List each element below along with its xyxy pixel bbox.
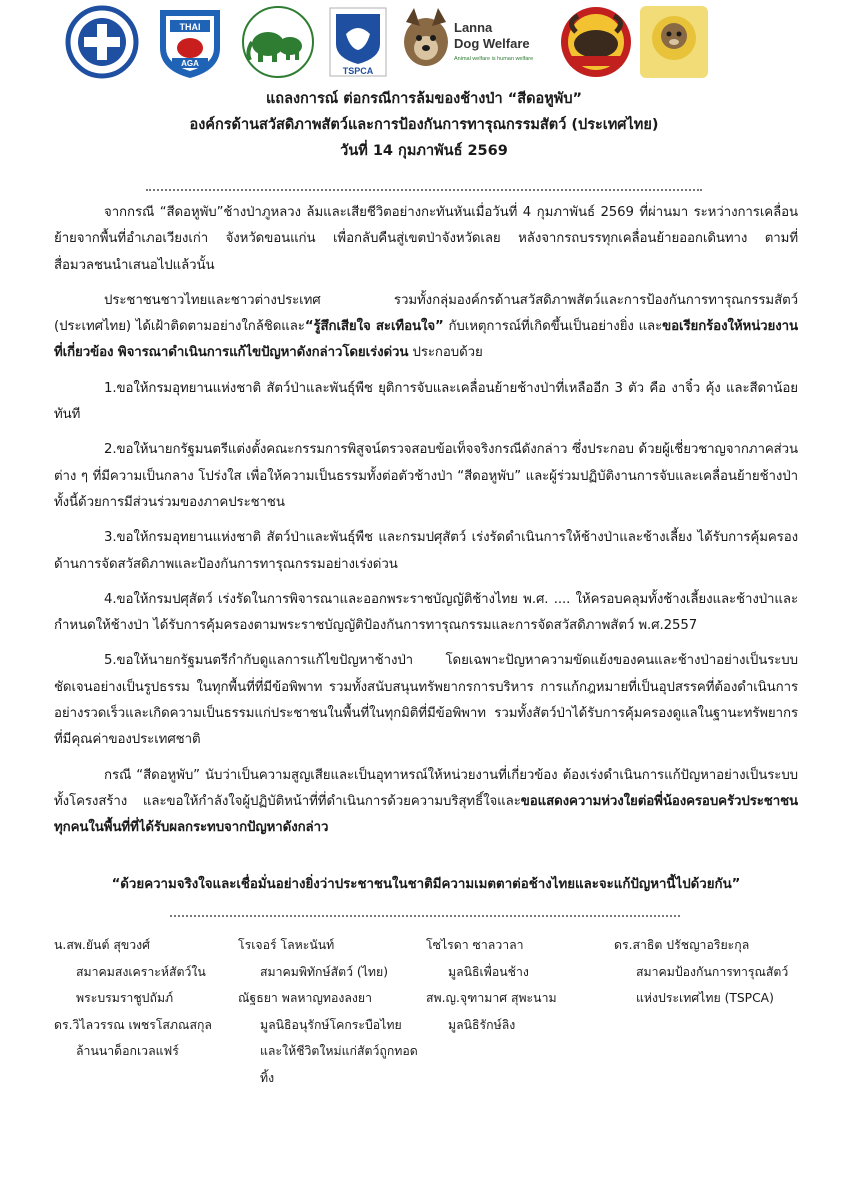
emphasis-demand: ขอเรียกร้องให้หน่วยงานที่เกี่ยวข้อง พิจารณาดำเนินการแก้ไขปัญหาดังกล่าวโดยเร่งด่วน <box>54 319 798 361</box>
dotted-divider-top <box>146 189 702 191</box>
lanna-dog-welfare-logo <box>398 4 548 80</box>
demand-item-5: 5.ขอให้นายกรัฐมนตรีกำกับดูแลการแก้ไขปัญหาช้างป่า โดยเฉพาะปัญหาความขัดแย้งของคนและช้างป่าอย่างเป็นระบบ ชัดเจนอย่างเป็นรูปธรรม ในทุกพื้นที่ที่มีข้อพิพาท รวมทั้งสนับสนุนทรัพยากรการบริหาร การแก้กฎหมายที่เป็นอุปสรรคที่ต้องดำเนินการอย่างรวดเร็วและเกิดความเป็นธรรมแก่ประชาชนในพื้นที่ในทุกมิติที่มีข้อพิพาท รวมทั้งสัตว์ป่าได้รับการคุ้มครองดูแลในฐานะทรัพยากรที่มีคุณค่าของประเทศชาติ <box>54 653 798 748</box>
signatory-org: มูลนิธิเพื่อนช้าง <box>448 964 529 979</box>
signatory-column-3 <box>426 932 606 1038</box>
paragraph-intro: จากกรณี “สีดอหูพับ”ช้างป่าภูหลวง ล้มและเสียชีวิตอย่างกะทันหันเมื่อวันที่ 4 กุมภาพันธ์ 2569 ที่ผ่านมา ระหว่างการเคลื่อนย้ายจากพื้นที่อำเภอเวียงเก่า จังหวัดขอนแก่น เพื่อกลับคืนสู่เขตป่าจังหวัดเลย หลังจากรถบรรทุกเคลื่อนย้ายออกเดินทาง ตามที่สื่อมวลชนนำเสนอไปแล้วนั้น <box>54 205 798 273</box>
demand-item-2: 2.ขอให้นายกรัฐมนตรีแต่งตั้งคณะกรรมการพิสูจน์ตรวจสอบข้อเท็จจริงกรณีดังกล่าว ซึ่งประกอบ ด้วยผู้เชี่ยวชาญจากภาคส่วนต่าง ๆ ที่มีความเป็นกลาง โปร่งใส เพื่อให้ความเป็นธรรมทั้งต่อตัวช้างป่า “สีดอหูพับ” และผู้ร่วมปฏิบัติงานการจับและเคลื่อนย้ายช้างป่า ทั้งนี้ด้วยการมีส่วนร่วมของภาคประชาชน <box>54 442 798 510</box>
signatory-org: สมาคมป้องกันการทารุณสัตว์แห่งประเทศไทย (TSPCA) <box>636 964 789 1005</box>
signatory-name: โรเจอร์ โลหะนันท์ <box>238 938 335 952</box>
signatory-org: สมาคมสงเคราะห์สัตว์ในพระบรมราชูปถัมภ์ <box>76 964 206 1005</box>
svg-text:Dog Welfare: Dog Welfare <box>454 36 530 51</box>
spaw-logo <box>62 4 142 80</box>
demand-item-3: 3.ขอให้กรมอุทยานแห่งชาติ สัตว์ป่าและพันธุ์พืช และกรมปศุสัตว์ เร่งรัดดำเนินการให้ช้างป่าและช้างเลี้ยง ได้รับการคุ้มครองด้านการจัดสวัสดิภาพและป้องกันการทารุณกรรมอย่างเร่งด่วน <box>54 530 798 572</box>
statement-header <box>0 86 848 164</box>
signatory-name: สพ.ญ.จุฑามาศ สุพะนาม <box>426 991 557 1005</box>
emphasis-concern: ขอแสดงความห่วงใยต่อพี่น้องครอบครัวประชาชนทุกคนในพื้นที่ที่ได้รับผลกระทบจากปัญหาดังกล่าว <box>54 793 798 836</box>
tspca-logo <box>326 4 390 80</box>
demand-item-4: 4.ขอให้กรมปศุสัตว์ เร่งรัดในการพิจารณาและออกพระราชบัญญัติช้างไทย พ.ศ. .... ให้ครอบคลุมทั้งช้างเลี้ยงและช้างป่าและกำหนดให้ช้างป่า ได้รับการคุ้มครองตามพระราชบัญญัติป้องกันการทารุณกรรมและการจัดสวัสดิภาพสัตว์ พ.ศ.2557 <box>54 591 798 634</box>
signatory-name: น.สพ.ยันต์ สุขวงศ์ <box>54 938 150 952</box>
demand-item-1: 1.ขอให้กรมอุทยานแห่งชาติ สัตว์ป่าและพันธุ์พืช ยุติการจับและเคลื่อนย้ายช้างป่าที่เหลืออีก 3 ตัว คือ งาจิ๋ว คุ้ง และสีดาน้อย ทันที <box>54 380 798 423</box>
thai-aga-logo <box>154 4 226 80</box>
svg-text:THAI: THAI <box>179 22 201 32</box>
thai-buffalo-foundation-logo <box>556 4 636 80</box>
signatory-column-2 <box>238 932 418 1091</box>
signatory-column-1 <box>54 932 234 1065</box>
emphasis-feeling: “รู้สึกเสียใจ สะเทือนใจ” <box>304 319 444 335</box>
friends-elephant-logo <box>238 4 318 80</box>
signatory-org: ล้านนาด็อกเวลแฟร์ <box>76 1044 179 1058</box>
wildlife-monkey-logo <box>638 4 710 80</box>
svg-text:TSPCA: TSPCA <box>342 66 374 76</box>
svg-text:Lanna: Lanna <box>454 20 493 35</box>
signatory-org: มูลนิธิอนุรักษ์โคกระบือไทยและให้ชีวิตใหม่แก่สัตว์ถูกทอดทิ้ง <box>260 1017 418 1085</box>
final-text: กรณี “สีดอหูพับ” นับว่าเป็นความสูญเสียและเป็นอุทาหรณ์ให้หน่วยงานที่เกี่ยวข้อง ต้องเร่งดำเนินการแก้ปัญหาอย่างเป็นระบบทั้งโครงสร้าง และขอให้กำลังใจผู้ปฏิบัติหน้าที่ที่ดำเนินการด้วยความบริสุทธิ์ใจและ <box>54 767 798 809</box>
signatory-org: สมาคมพิทักษ์สัตว์ (ไทย) <box>260 964 389 979</box>
logo-row <box>60 4 710 80</box>
signatory-name: ดร.สาธิต ปรัชญาอริยะกุล <box>614 938 750 952</box>
statement-date: วันที่ 14 กุมภาพันธ์ 2569 <box>340 143 508 159</box>
demands-text: ประชาชนชาวไทยและชาวต่างประเทศ รวมทั้งกลุ่มองค์กรด้านสวัสดิภาพสัตว์และการป้องกันการทารุณกรรมสัตว์ (ประเทศไทย) ได้เฝ้าติดตามอย่างใกล้ชิดและ <box>54 292 798 335</box>
signatory-column-4 <box>614 932 804 1012</box>
statement-organization: องค์กรด้านสวัสดิภาพสัตว์และการป้องกันการทารุณกรรมสัตว์ (ประเทศไทย) <box>189 117 659 133</box>
signatory-name: โซไรดา ซาลวาลา <box>426 938 524 952</box>
paragraph-final <box>54 763 798 842</box>
dotted-divider-bottom <box>170 915 680 917</box>
svg-text:AGA: AGA <box>181 59 199 68</box>
paragraph-demands <box>54 288 798 367</box>
statement-body <box>54 200 798 851</box>
signatory-name: ดร.วิไลวรรณ เพชรโสภณสกุล <box>54 1017 212 1032</box>
signatory-org: มูลนิธิรักษ์ลิง <box>448 1017 516 1032</box>
closing-statement: “ด้วยความจริงใจและเชื่อมั่นอย่างยิ่งว่าประชาชนในชาติมีความเมตตาต่อช้างไทยและจะแก้ปัญหานี้ไปด้วยกัน” <box>111 877 741 892</box>
signatory-name: ณัฐธยา พลหาญทองลงยา <box>238 991 372 1005</box>
demands-text-3: ประกอบด้วย <box>408 345 483 361</box>
demands-text-2: กับเหตุการณ์ที่เกิดขึ้นเป็นอย่างยิ่ง และ <box>443 319 663 335</box>
svg-text:Animal welfare is human welfar: Animal welfare is human welfare <box>454 56 534 62</box>
statement-title: แถลงการณ์ ต่อกรณีการล้มของช้างป่า “สีดอหูพับ” <box>265 91 583 107</box>
